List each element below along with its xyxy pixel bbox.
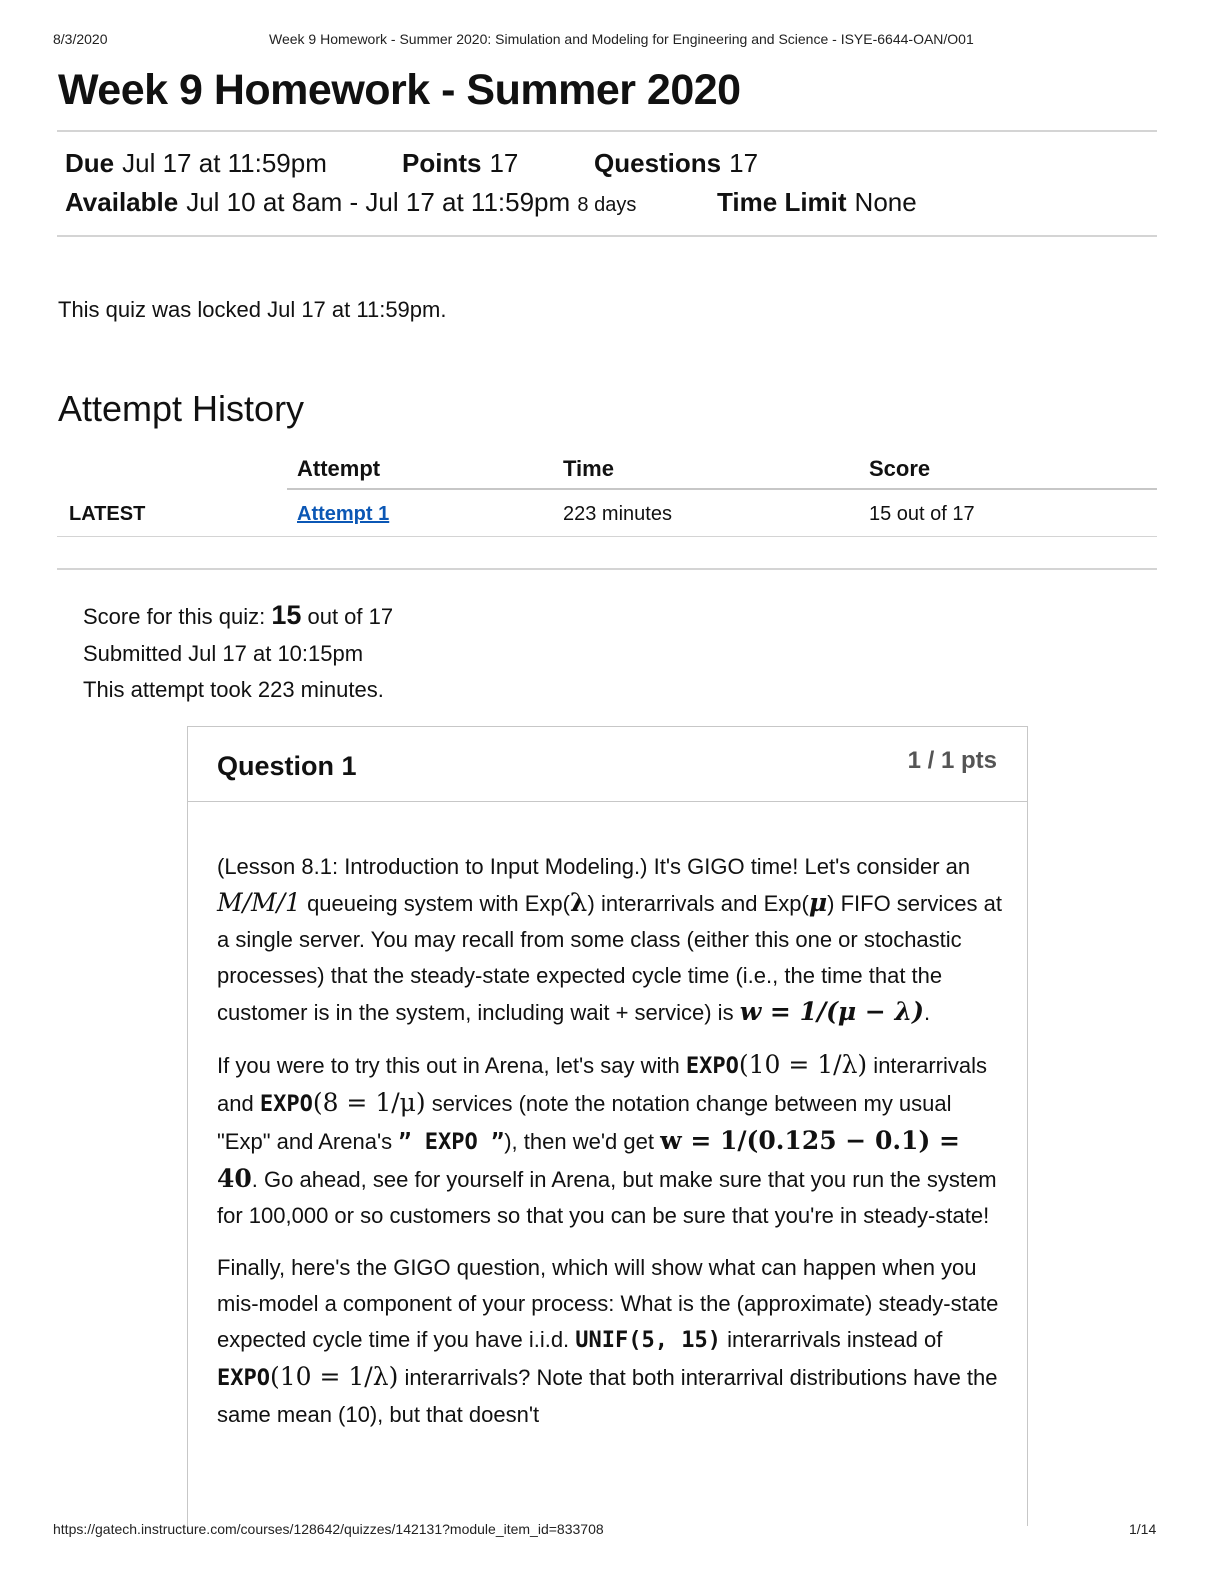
header-underline — [287, 488, 1157, 490]
question-card — [187, 726, 1028, 1526]
print-date: 8/3/2020 — [53, 31, 108, 47]
available-detail — [65, 187, 636, 218]
print-footer — [0, 1521, 1224, 1539]
math-mu: μ — [808, 888, 828, 917]
points-label: Points — [402, 148, 482, 178]
divider — [57, 568, 1157, 570]
score-prefix: Score for this quiz: — [83, 604, 272, 629]
question-title: Question 1 — [217, 751, 357, 781]
points-value: 17 — [489, 148, 519, 178]
score-value: 15 — [271, 600, 302, 630]
row-divider — [57, 536, 1157, 537]
available-value: Jul 10 at 8am - Jul 17 at 11:59pm — [186, 187, 571, 217]
questions-detail — [594, 148, 758, 179]
due-detail — [65, 148, 327, 179]
attempt-score: 15 out of 17 — [869, 503, 975, 525]
submitted-time: Submitted Jul 17 at 10:15pm — [83, 641, 364, 666]
time-limit-detail — [717, 187, 917, 218]
available-label: Available — [65, 187, 179, 217]
math-expo-interarrival: EXPO — [685, 1054, 739, 1079]
questions-value: 17 — [729, 148, 759, 178]
print-url: https://gatech.instructure.com/courses/128642/quizzes/142131?module_item_id=833708 — [53, 1521, 604, 1537]
math-unif: UNIF(5, 15) — [575, 1328, 721, 1353]
divider — [57, 130, 1157, 132]
question-points: 1 / 1 pts — [907, 747, 997, 774]
question-paragraph-3: Finally, here's the GIGO question, which will show what can happen when you mis-model a component of your process: What is the (approximate) steady-state expected cycle time if you have i.i.d. UNIF(5, 15) interarrivals instead of EXPO(10 = 1/λ) interarrivals? Note that both interarrival distributions have the same mean (10), but that doesn't — [217, 1255, 999, 1427]
math-expo-quoted: ” EXPO ” — [398, 1130, 505, 1155]
question-text — [217, 849, 1007, 1449]
divider — [57, 235, 1157, 237]
attempt-time: 223 minutes — [563, 503, 672, 525]
question-header — [188, 727, 1027, 802]
math-expo-service: EXPO — [259, 1092, 313, 1117]
due-value: Jul 17 at 11:59pm — [122, 148, 327, 178]
page-title: Week 9 Homework - Summer 2020 — [58, 66, 741, 114]
math-mm1: M/M/1 — [217, 888, 301, 917]
question-paragraph-2: If you were to try this out in Arena, let's say with EXPO(10 = 1/λ) interarrivals and EXPO(8 = 1/μ) services (note the notation change between my usual "Exp" and Arena's ” EXPO ”), then we'd get w = 1/(0.125 − 0.1) = 40. Go ahead, see for yourself in Arena, but make sure that you run the system for 100,000 or so customers so that you can be sure that you're in steady-state! — [217, 1050, 997, 1228]
math-lambda: λ — [569, 888, 588, 917]
due-label: Due — [65, 148, 115, 178]
score-suffix: out of 17 — [301, 604, 394, 629]
attempt-history-title: Attempt History — [58, 388, 305, 429]
quiz-score — [83, 600, 393, 631]
question-paragraph-1: (Lesson 8.1: Introduction to Input Modeling.) It's GIGO time! Let's consider an M/M/1 queueing system with Exp(λ) interarrivals and Exp(μ) FIFO services at a single server. You may recall from some class (either this one or stochastic processes) that the steady-state expected cycle time (i.e., the time that the customer is in the system, including wait + service) is w = 1/(μ − λ). — [217, 854, 1002, 1026]
print-doc-title: Week 9 Homework - Summer 2020: Simulation and Modeling for Engineering and Science - ISYE-6644-OAN/O01 — [269, 31, 974, 47]
available-duration: 8 days — [577, 194, 637, 216]
attempt-duration: This attempt took 223 minutes. — [83, 677, 384, 702]
math-cycle-time-formula: w = 1/(μ − λ) — [739, 997, 924, 1026]
row-latest-label: LATEST — [69, 503, 146, 525]
header-attempt: Attempt — [297, 456, 381, 481]
header-score: Score — [869, 456, 931, 481]
attempt-1-link[interactable]: Attempt 1 — [297, 503, 390, 525]
time-limit-label: Time Limit — [717, 187, 847, 217]
math-expo-interarrival-2: EXPO — [217, 1366, 270, 1391]
print-header — [0, 31, 1224, 49]
math-w-equals-40: w = 1/(0.125 − 0.1) = 40 — [217, 1126, 960, 1193]
locked-message: This quiz was locked Jul 17 at 11:59pm. — [58, 297, 447, 322]
time-limit-value: None — [854, 187, 917, 217]
questions-label: Questions — [594, 148, 722, 178]
print-page-number: 1/14 — [1129, 1521, 1157, 1537]
header-time: Time — [563, 456, 614, 481]
points-detail — [402, 148, 518, 179]
